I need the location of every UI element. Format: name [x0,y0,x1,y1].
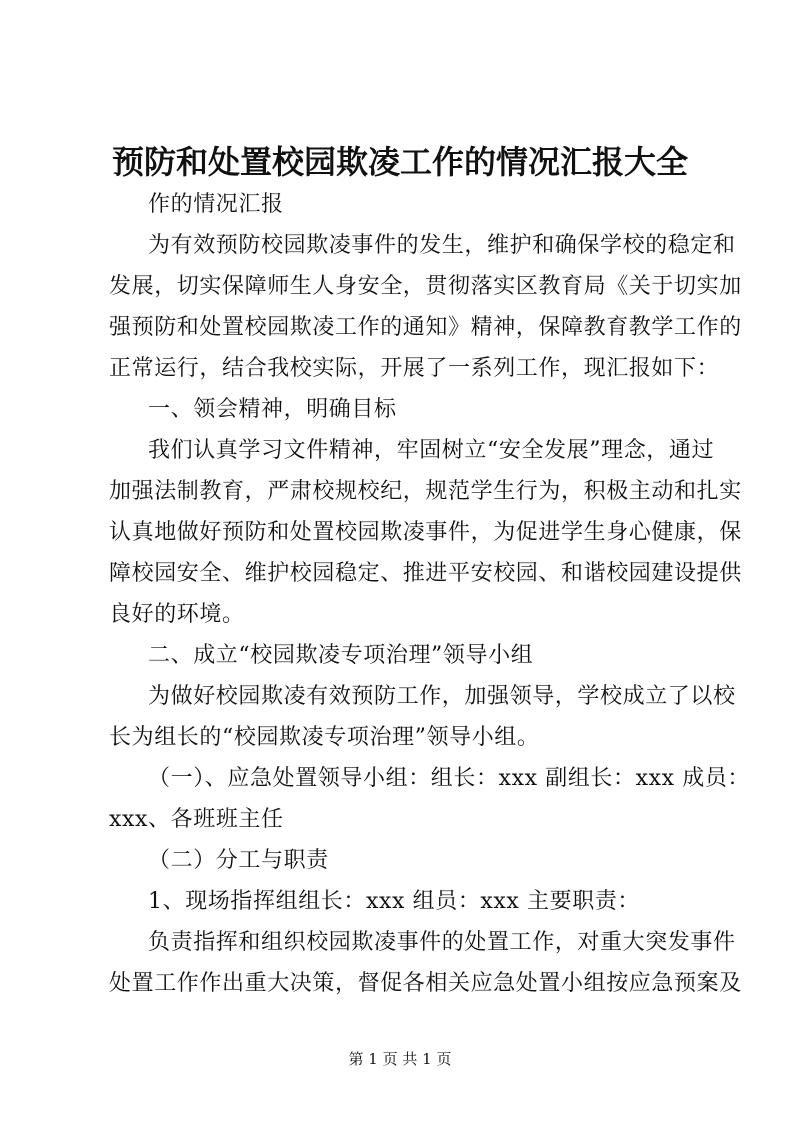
paragraph-line: 认真地做好预防和处置校园欺凌事件，为促进学生身心健康，保 [109,520,742,545]
paragraph-line: 障校园安全、维护校园稳定、推进平安校园、和谐校园建设提供 [109,561,742,586]
section-heading: 一、领会精神，明确目标 [148,397,397,422]
paragraph-line: 良好的环境。 [109,602,245,627]
paragraph-line: 强预防和处置校园欺凌工作的通知》精神，保障教育教学工作的 [109,315,742,340]
paragraph-line: 我们认真学习文件精神，牢固树立“安全发展”理念，通过 [148,438,715,463]
paragraph-line: 1、现场指挥组组长：xxx 组员：xxx 主要职责： [148,889,641,914]
paragraph-line: xxx、各班班主任 [109,807,284,832]
paragraph-line: （一）、应急处置领导小组：组长：xxx 副组长：xxx 成员： [148,766,751,791]
paragraph-line: 长为组长的“校园欺凌专项治理”领导小组。 [109,725,540,750]
subsection-heading: （二）分工与职责 [148,848,329,873]
paragraph-line: 处置工作作出重大决策，督促各相关应急处置小组按应急预案及 [109,971,742,996]
paragraph-line: 正常运行，结合我校实际，开展了一系列工作，现汇报如下： [109,356,720,381]
page-footer: 第 1 页 共 1 页 [348,1050,452,1068]
paragraph-line: 作的情况汇报 [148,192,284,217]
paragraph-line: 为做好校园欺凌有效预防工作，加强领导，学校成立了以校 [148,684,736,709]
paragraph-line: 负责指挥和组织校园欺凌事件的处置工作，对重大突发事件 [148,930,736,955]
paragraph-line: 加强法制教育，严肃校规校纪，规范学生行为，积极主动和扎实 [109,479,742,504]
document-title: 预防和处置校园欺凌工作的情况汇报大全 [111,143,688,181]
section-heading: 二、成立“校园欺凌专项治理”领导小组 [148,643,534,668]
paragraph-line: 发展，切实保障师生人身安全，贯彻落实区教育局《关于切实加 [109,274,742,299]
paragraph-line: 为有效预防校园欺凌事件的发生，维护和确保学校的稳定和 [148,233,736,258]
